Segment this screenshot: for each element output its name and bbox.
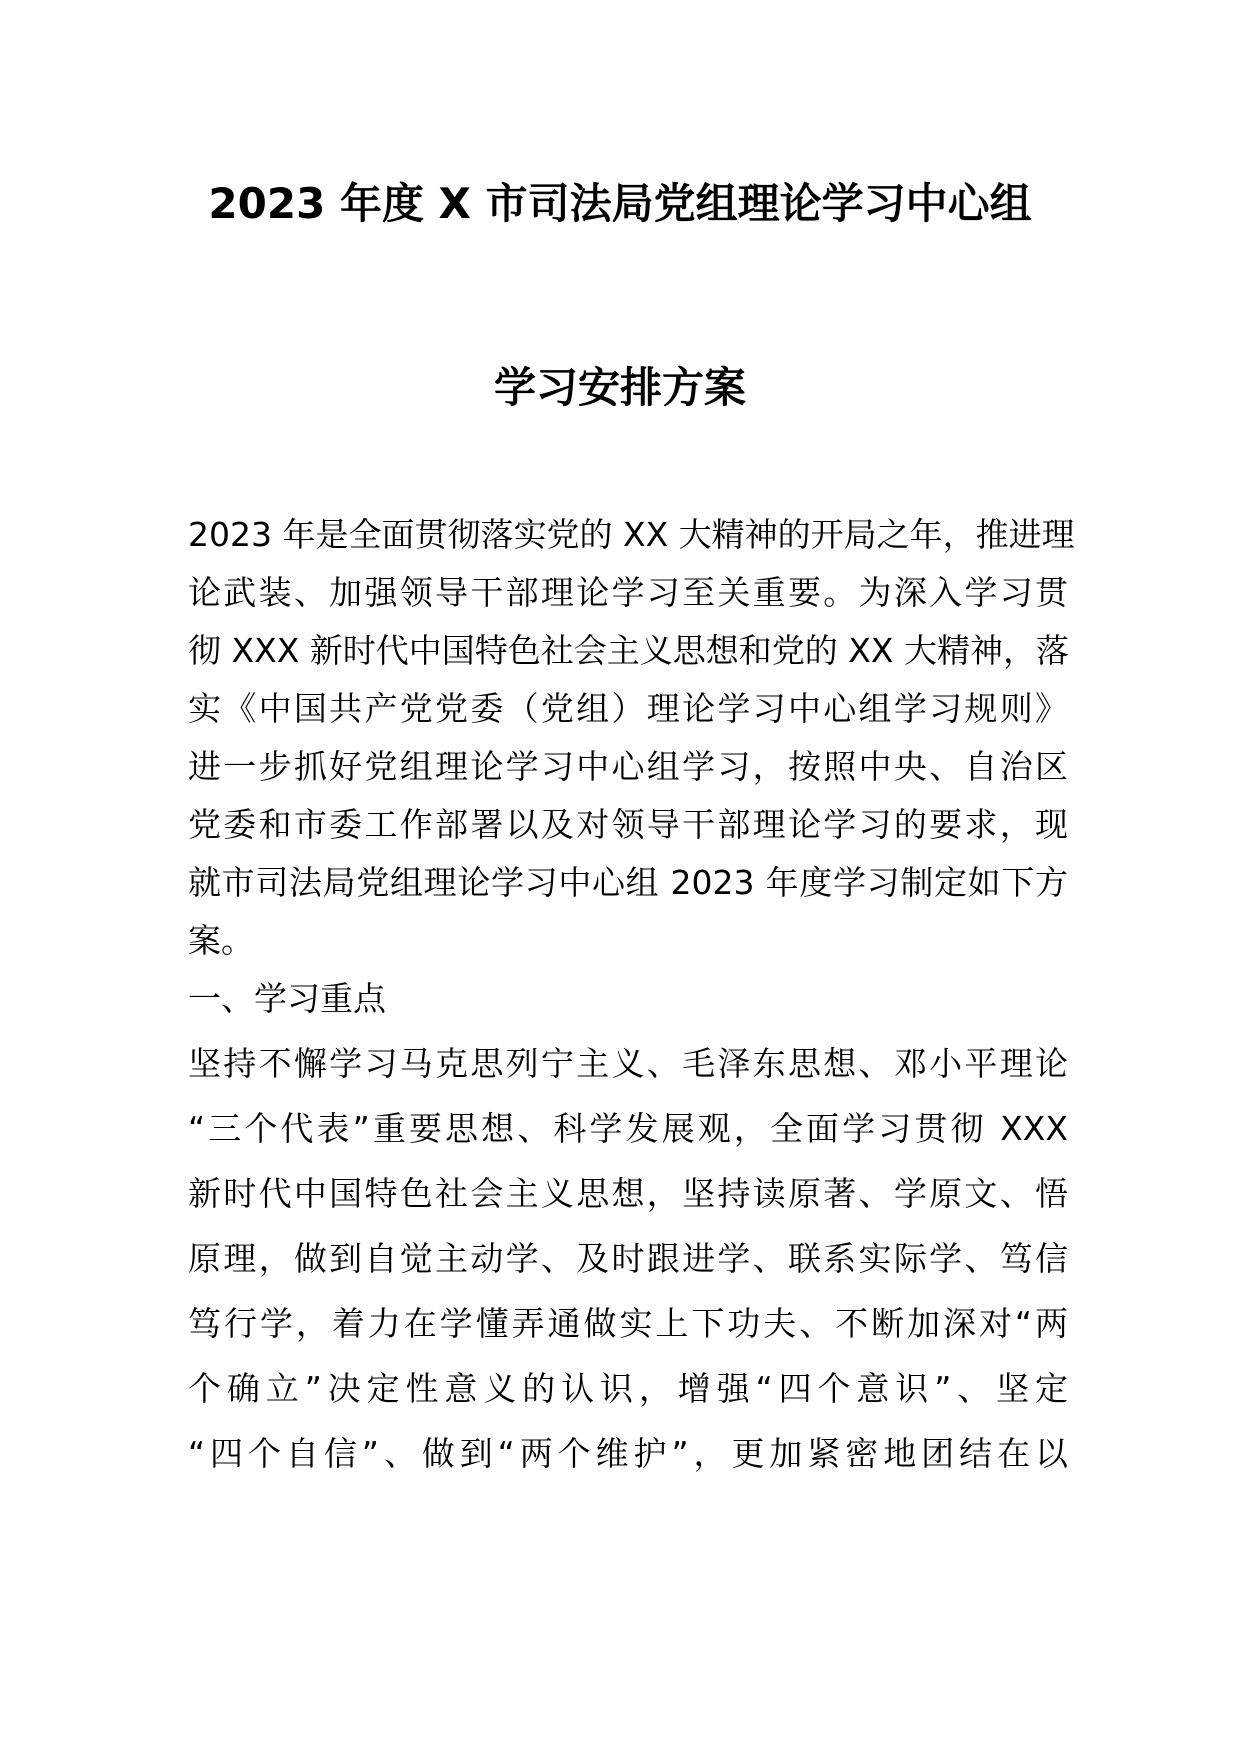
text-line: 笃行学，着力在学懂弄通做实上下功夫、不断加深对“两: [188, 1304, 1068, 1343]
text-line: 原理，做到自觉主动学、及时跟进学、联系实际学、笃信: [188, 1239, 1068, 1278]
text-line: 就市司法局党组理论学习中心组 2023 年度学习制定如下方: [188, 863, 1068, 902]
text-line: 坚持不懈学习马克思列宁主义、毛泽东思想、邓小平理论: [188, 1044, 1068, 1083]
text-line: 新时代中国特色社会主义思想，坚持读原著、学原文、悟: [188, 1174, 1068, 1213]
text-line: 论武装、加强领导干部理论学习至关重要。为深入学习贯: [188, 573, 1068, 612]
text-line: 进一步抓好党组理论学习中心组学习，按照中央、自治区: [188, 747, 1068, 786]
text-line: “三个代表”重要思想、科学发展观，全面学习贯彻 XXX: [188, 1109, 1068, 1148]
text-line: 彻 XXX 新时代中国特色社会主义思想和党的 XX 大精神，落: [188, 631, 1069, 670]
section-1-heading: 一、学习重点: [188, 979, 386, 1018]
document-title-line-2: 学习安排方案: [493, 363, 746, 412]
text-line: 个确立”决定性意义的认识，增强“四个意识”、坚定: [188, 1369, 1068, 1408]
text-line: 案。: [188, 921, 254, 960]
text-line: 党委和市委工作部署以及对领导干部理论学习的要求，现: [188, 805, 1068, 844]
text-line: 实《中国共产党党委（党组）理论学习中心组学习规则》: [188, 689, 1068, 728]
text-line: “四个自信”、做到“两个维护”，更加紧密地团结在以: [188, 1434, 1068, 1473]
text-line: 2023 年是全面贯彻落实党的 XX 大精神的开局之年，推进理: [188, 515, 1075, 554]
document-title-line-1: 2023 年度 X 市司法局党组理论学习中心组: [208, 179, 1032, 228]
